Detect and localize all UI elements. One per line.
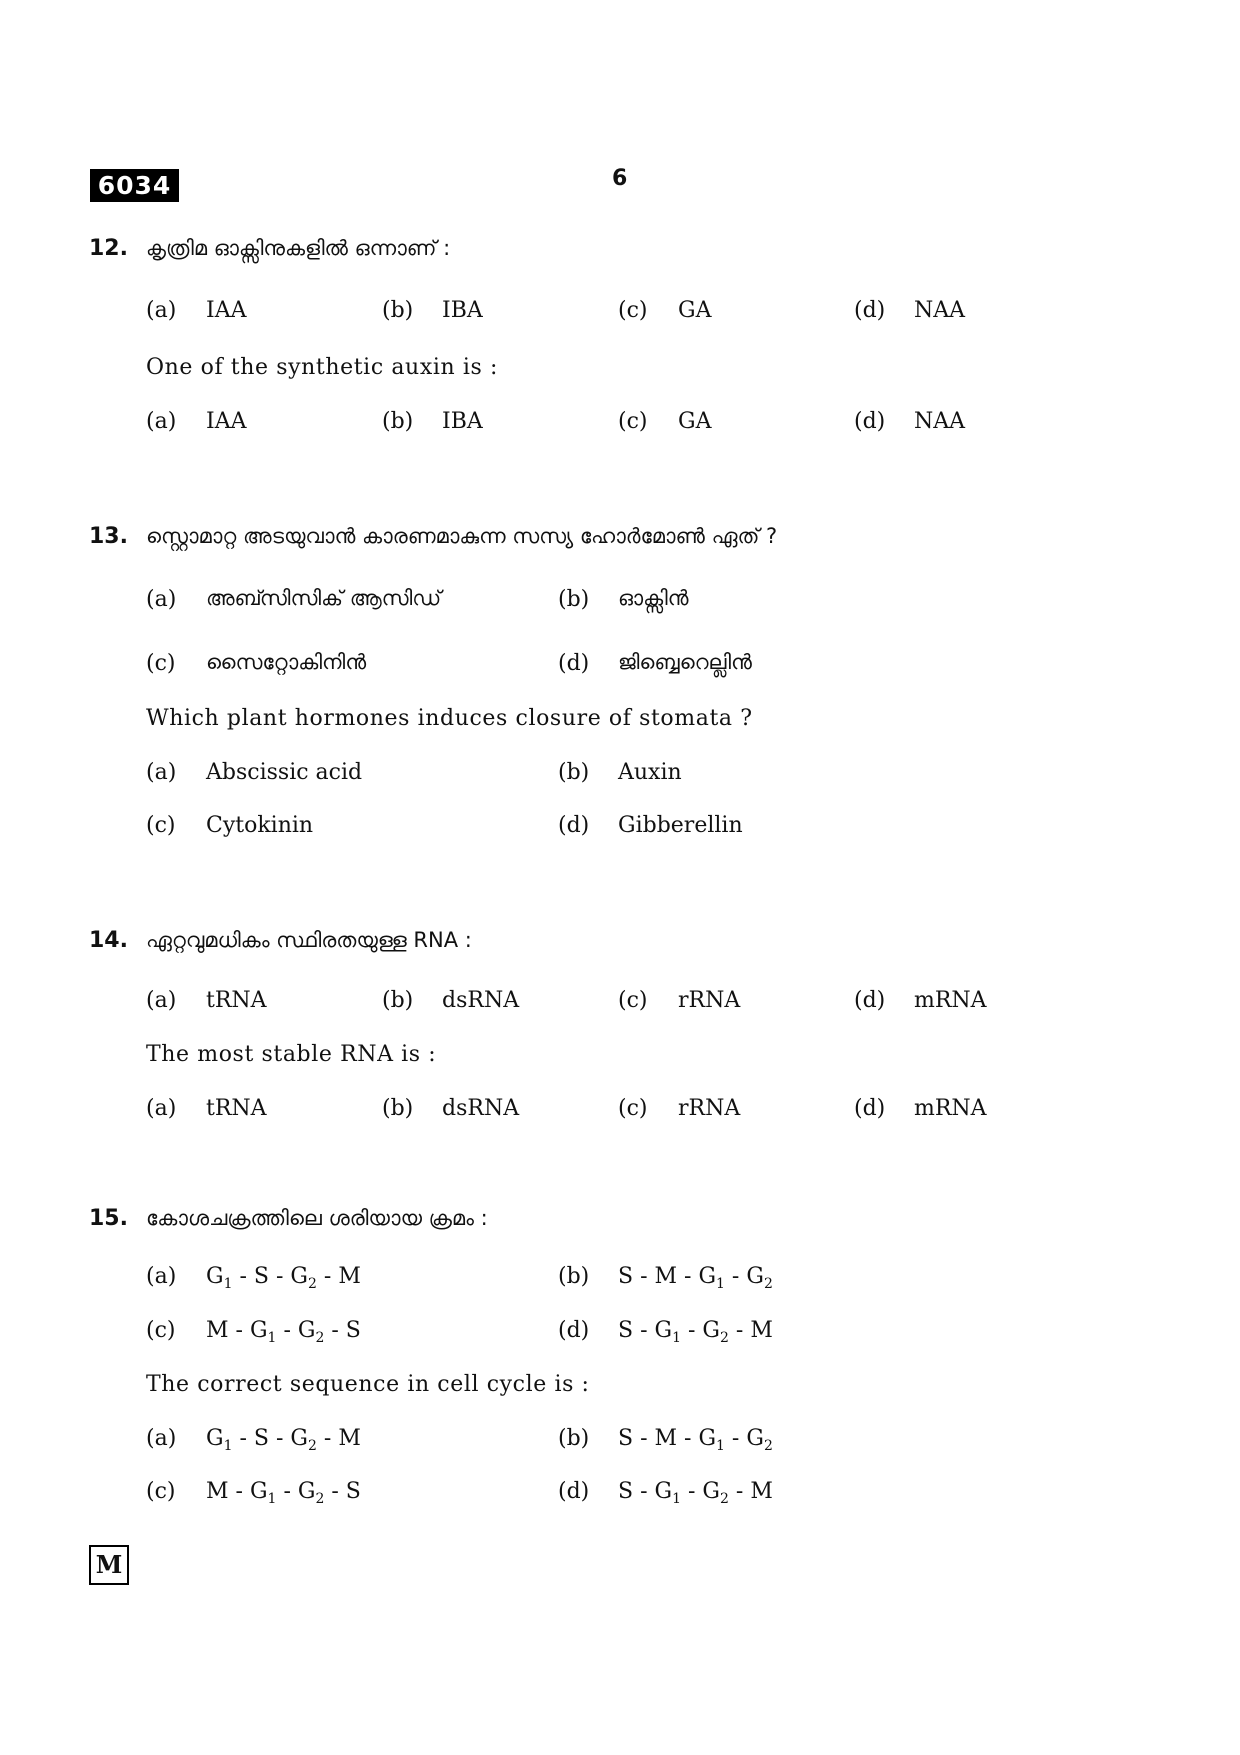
option-text: Gibberellin	[618, 813, 743, 838]
question-stem-malayalam: സ്റ്റൊമാറ്റ അടയുവാൻ കാരണമാകുന്ന സസ്യ ഹോർമോൺ ഏത് ?	[146, 524, 778, 548]
question-stem-english: The most stable RNA is :	[146, 1042, 437, 1067]
option-label: (c)	[618, 1096, 648, 1121]
option-text: M - $G_1 - G_2$ - S	[206, 1318, 361, 1346]
option-text: S - $G_1 - G_2$ - M	[618, 1479, 773, 1507]
option-text: ജിബ്ബെറെല്ലിൻ	[618, 650, 752, 674]
option-text: Cytokinin	[206, 813, 314, 838]
option-label: (b)	[558, 587, 590, 612]
option-label: (c)	[146, 1479, 176, 1504]
option-text: ഓക്സിൻ	[618, 586, 689, 610]
option-label: (d)	[558, 651, 590, 676]
question-stem-english: The correct sequence in cell cycle is :	[146, 1372, 590, 1397]
option-text: rRNA	[678, 1096, 741, 1121]
question-stem-english: Which plant hormones induces closure of stomata ?	[146, 706, 753, 731]
option-label: (c)	[146, 651, 176, 676]
question-stem-english: One of the synthetic auxin is :	[146, 355, 498, 380]
option-label: (a)	[146, 587, 177, 612]
option-label: (d)	[558, 1318, 590, 1343]
paper-code-badge: 6034	[90, 169, 179, 202]
option-label: (d)	[854, 988, 886, 1013]
option-label: (b)	[558, 760, 590, 785]
question-stem-malayalam: കോശചക്രത്തിലെ ശരിയായ ക്രമം :	[146, 1206, 488, 1230]
option-text: NAA	[914, 409, 966, 434]
option-label: (d)	[558, 813, 590, 838]
option-label: (c)	[146, 813, 176, 838]
question-stem-malayalam: കൃത്രിമ ഓക്സിനുകളിൽ ഒന്നാണ് :	[146, 236, 451, 260]
option-text: S - M - $G_1 - G_2$	[618, 1426, 773, 1454]
option-text: $G_1$ - S - $G_2$ - M	[206, 1264, 361, 1292]
option-label: (a)	[146, 1096, 177, 1121]
option-label: (a)	[146, 760, 177, 785]
option-text: സൈറ്റോകിനിൻ	[206, 650, 367, 674]
option-text: M - $G_1 - G_2$ - S	[206, 1479, 361, 1507]
question-number: 15.	[89, 1206, 128, 1231]
option-text: $G_1$ - S - $G_2$ - M	[206, 1426, 361, 1454]
option-text: അബ്സിസിക് ആസിഡ്	[206, 586, 442, 610]
option-label: (b)	[558, 1426, 590, 1451]
option-text: IBA	[442, 409, 483, 434]
option-label: (b)	[382, 1096, 414, 1121]
option-text: S - $G_1 - G_2$ - M	[618, 1318, 773, 1346]
option-text: GA	[678, 298, 712, 323]
option-text: mRNA	[914, 1096, 987, 1121]
option-label: (d)	[854, 298, 886, 323]
option-text: tRNA	[206, 1096, 267, 1121]
page-number: 6	[612, 166, 628, 191]
m-version-mark: M	[89, 1545, 129, 1585]
question-number: 13.	[89, 524, 128, 549]
option-label: (c)	[146, 1318, 176, 1343]
option-text: rRNA	[678, 988, 741, 1013]
option-text: IAA	[206, 409, 247, 434]
option-label: (c)	[618, 988, 648, 1013]
option-label: (d)	[558, 1479, 590, 1504]
question-stem-malayalam: ഏറ്റവുമധികം സ്ഥിരതയുള്ള RNA :	[146, 928, 472, 952]
option-label: (c)	[618, 298, 648, 323]
option-label: (a)	[146, 1264, 177, 1289]
option-text: IAA	[206, 298, 247, 323]
option-label: (b)	[382, 409, 414, 434]
option-label: (d)	[854, 409, 886, 434]
option-text: dsRNA	[442, 1096, 520, 1121]
option-label: (d)	[854, 1096, 886, 1121]
option-label: (b)	[558, 1264, 590, 1289]
option-label: (a)	[146, 1426, 177, 1451]
option-label: (a)	[146, 409, 177, 434]
option-text: S - M - $G_1 - G_2$	[618, 1264, 773, 1292]
option-text: Abscissic acid	[206, 760, 363, 785]
option-text: Auxin	[618, 760, 682, 785]
option-text: GA	[678, 409, 712, 434]
option-text: mRNA	[914, 988, 987, 1013]
option-label: (a)	[146, 988, 177, 1013]
option-text: tRNA	[206, 988, 267, 1013]
option-label: (c)	[618, 409, 648, 434]
option-text: dsRNA	[442, 988, 520, 1013]
option-text: NAA	[914, 298, 966, 323]
option-text: IBA	[442, 298, 483, 323]
option-label: (b)	[382, 298, 414, 323]
option-label: (a)	[146, 298, 177, 323]
question-number: 14.	[89, 928, 128, 953]
option-label: (b)	[382, 988, 414, 1013]
question-number: 12.	[89, 236, 128, 261]
